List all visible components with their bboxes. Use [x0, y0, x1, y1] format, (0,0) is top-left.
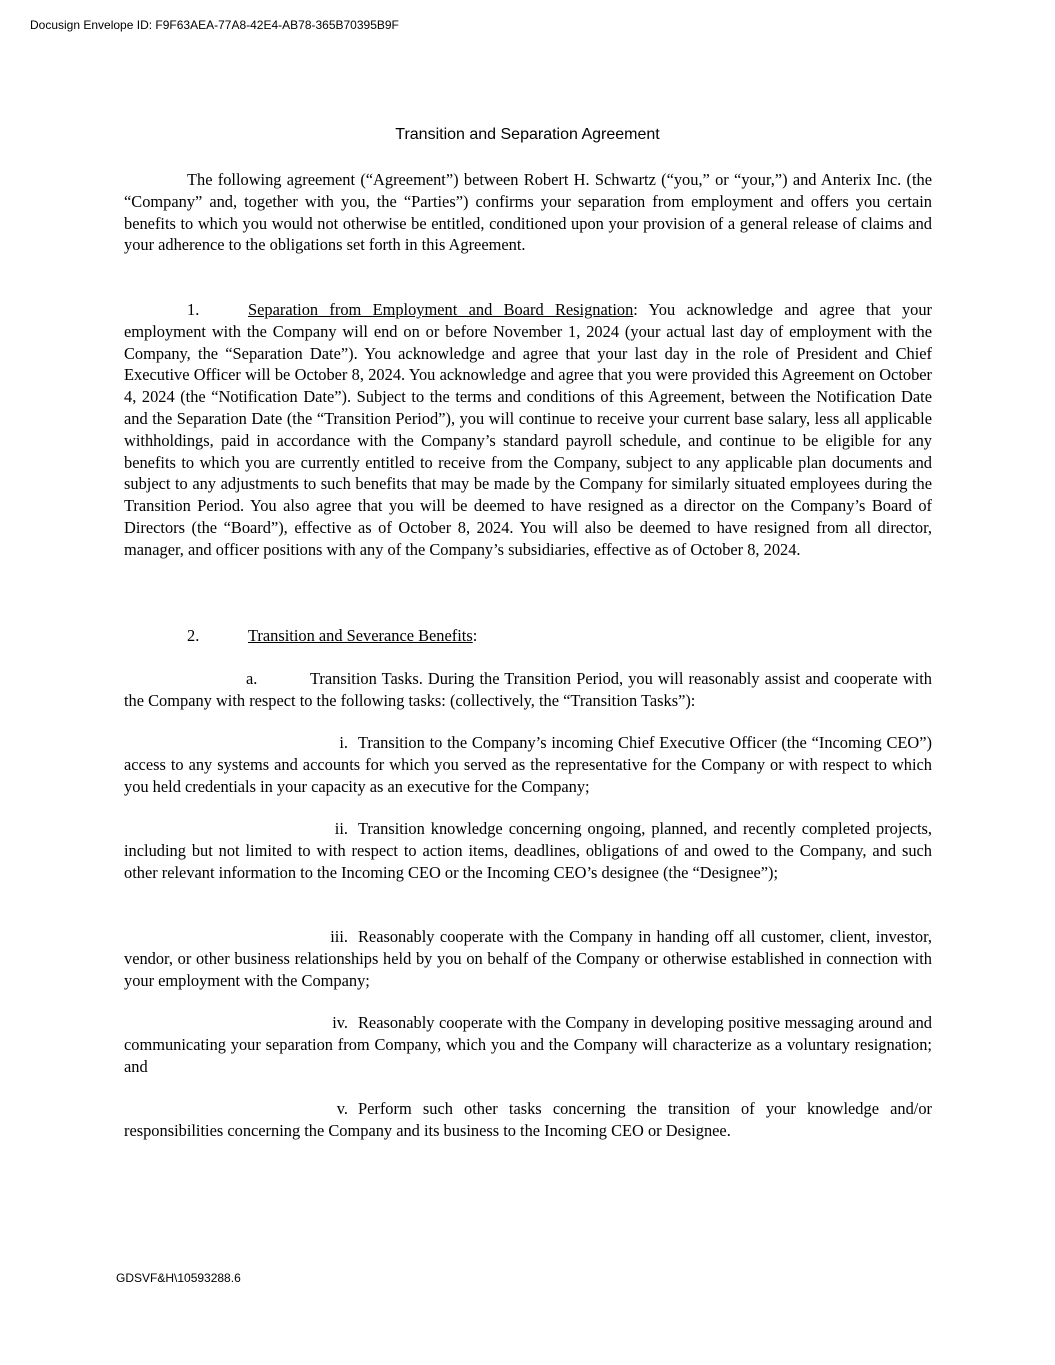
section-2-heading: Transition and Severance Benefits: [248, 626, 473, 645]
section-2a: [124, 668, 932, 712]
list-item: [124, 818, 932, 883]
list-item-text: Transition knowledge concerning ongoing, planned, and recently completed projects, including but not limited to with respect to action items, deadlines, obligations of and owed to the Company, and such other relevant information to the Incoming CEO or the Incoming CEO’s designee (the “Designee”);: [124, 819, 932, 882]
section-2-colon: :: [472, 626, 478, 645]
list-item: [124, 1012, 932, 1077]
document-title: Transition and Separation Agreement: [395, 126, 660, 143]
list-item-number: v.: [336, 1099, 348, 1118]
list-item-paragraph: [124, 926, 932, 991]
list-item-number: iv.: [332, 1013, 348, 1032]
section-2a-letter: a.: [246, 669, 258, 688]
section-1-number: 1.: [187, 300, 200, 319]
list-item-number: ii.: [334, 819, 348, 838]
list-item-number: i.: [339, 733, 348, 752]
document-footer-id: GDSVF&H\10593288.6: [116, 1271, 241, 1285]
list-item-text: Transition to the Company’s incoming Chief Executive Officer (the “Incoming CEO”) access to any systems and accounts for which you served as the representative for the Company or with respect to which you held credentials in your capacity as an executive for the Company;: [124, 733, 932, 796]
section-2: [124, 625, 932, 647]
list-item-number: iii.: [330, 927, 348, 946]
list-item-text: Reasonably cooperate with the Company in developing positive messaging around and communicating your separation from Company, which you and the Company will characterize as a voluntary resignation; and: [124, 1013, 932, 1076]
list-item-text: Perform such other tasks concerning the transition of your knowledge and/or responsibilities concerning the Company and its business to the Incoming CEO or Designee.: [124, 1099, 932, 1140]
list-item: [124, 1098, 932, 1142]
list-item-text: Reasonably cooperate with the Company in handing off all customer, client, investor, vendor, or other business relationships held by you on behalf of the Company or otherwise established in connection with your employment with the Company;: [124, 927, 932, 990]
list-item-paragraph: [124, 1012, 932, 1077]
section-1-paragraph: [124, 299, 932, 561]
list-item: [124, 926, 932, 991]
docusign-envelope-id: Docusign Envelope ID: F9F63AEA-77A8-42E4-AB78-365B70395B9F: [30, 18, 399, 32]
list-item-paragraph: [124, 1098, 932, 1142]
section-1: [124, 299, 932, 561]
intro-paragraph: [124, 169, 932, 256]
intro-text: The following agreement (“Agreement”) between Robert H. Schwartz (“you,” or “your,”) and Anterix Inc. (the “Company” and, together with you, the “Parties”) confirms your separation from employment and offers you certain benefits to which you would not otherwise be entitled, conditioned upon your provision of a general release of claims and your adherence to the obligations set forth in this Agreement.: [124, 170, 932, 255]
list-item-paragraph: [124, 732, 932, 797]
section-2a-text: Transition Tasks. During the Transition Period, you will reasonably assist and cooperate with the Company with respect to the following tasks: (collectively, the “Transition Tasks”):: [124, 669, 932, 710]
section-1-text: : You acknowledge and agree that your employment with the Company will end on or before November 1, 2024 (your actual last day of employment with the Company, the “Separation Date”). You acknowledge and agree that your last day in the role of President and Chief Executive Officer will be October 8, 2024. You acknowledge and agree that you were provided this Agreement on October 4, 2024 (the “Notification Date”). Subject to the terms and conditions of this Agreement, between the Notification Date and the Separation Date (the “Transition Period”), you will continue to receive your current base salary, less all applicable withholdings, paid in accordance with the Company’s standard payroll schedule, and continue to be eligible for any benefits to which you are currently entitled to receive from the Company, subject to any applicable plan documents and subject to any adjustments to such benefits that may be made by the Company for similarly situated employees during the Transition Period. You also agree that you will be deemed to have resigned as a director on the Company’s Board of Directors (the “Board”), effective as of October 8, 2024. You will also be deemed to have resigned from all director, manager, and officer positions with any of the Company’s subsidiaries, effective as of October 8, 2024.: [124, 300, 932, 559]
list-item: [124, 732, 932, 797]
section-2-heading-line: [124, 625, 932, 647]
section-2-number: 2.: [187, 626, 200, 645]
list-item-paragraph: [124, 818, 932, 883]
section-2a-paragraph: [124, 668, 932, 712]
section-1-heading: Separation from Employment and Board Resignation: [248, 300, 634, 319]
